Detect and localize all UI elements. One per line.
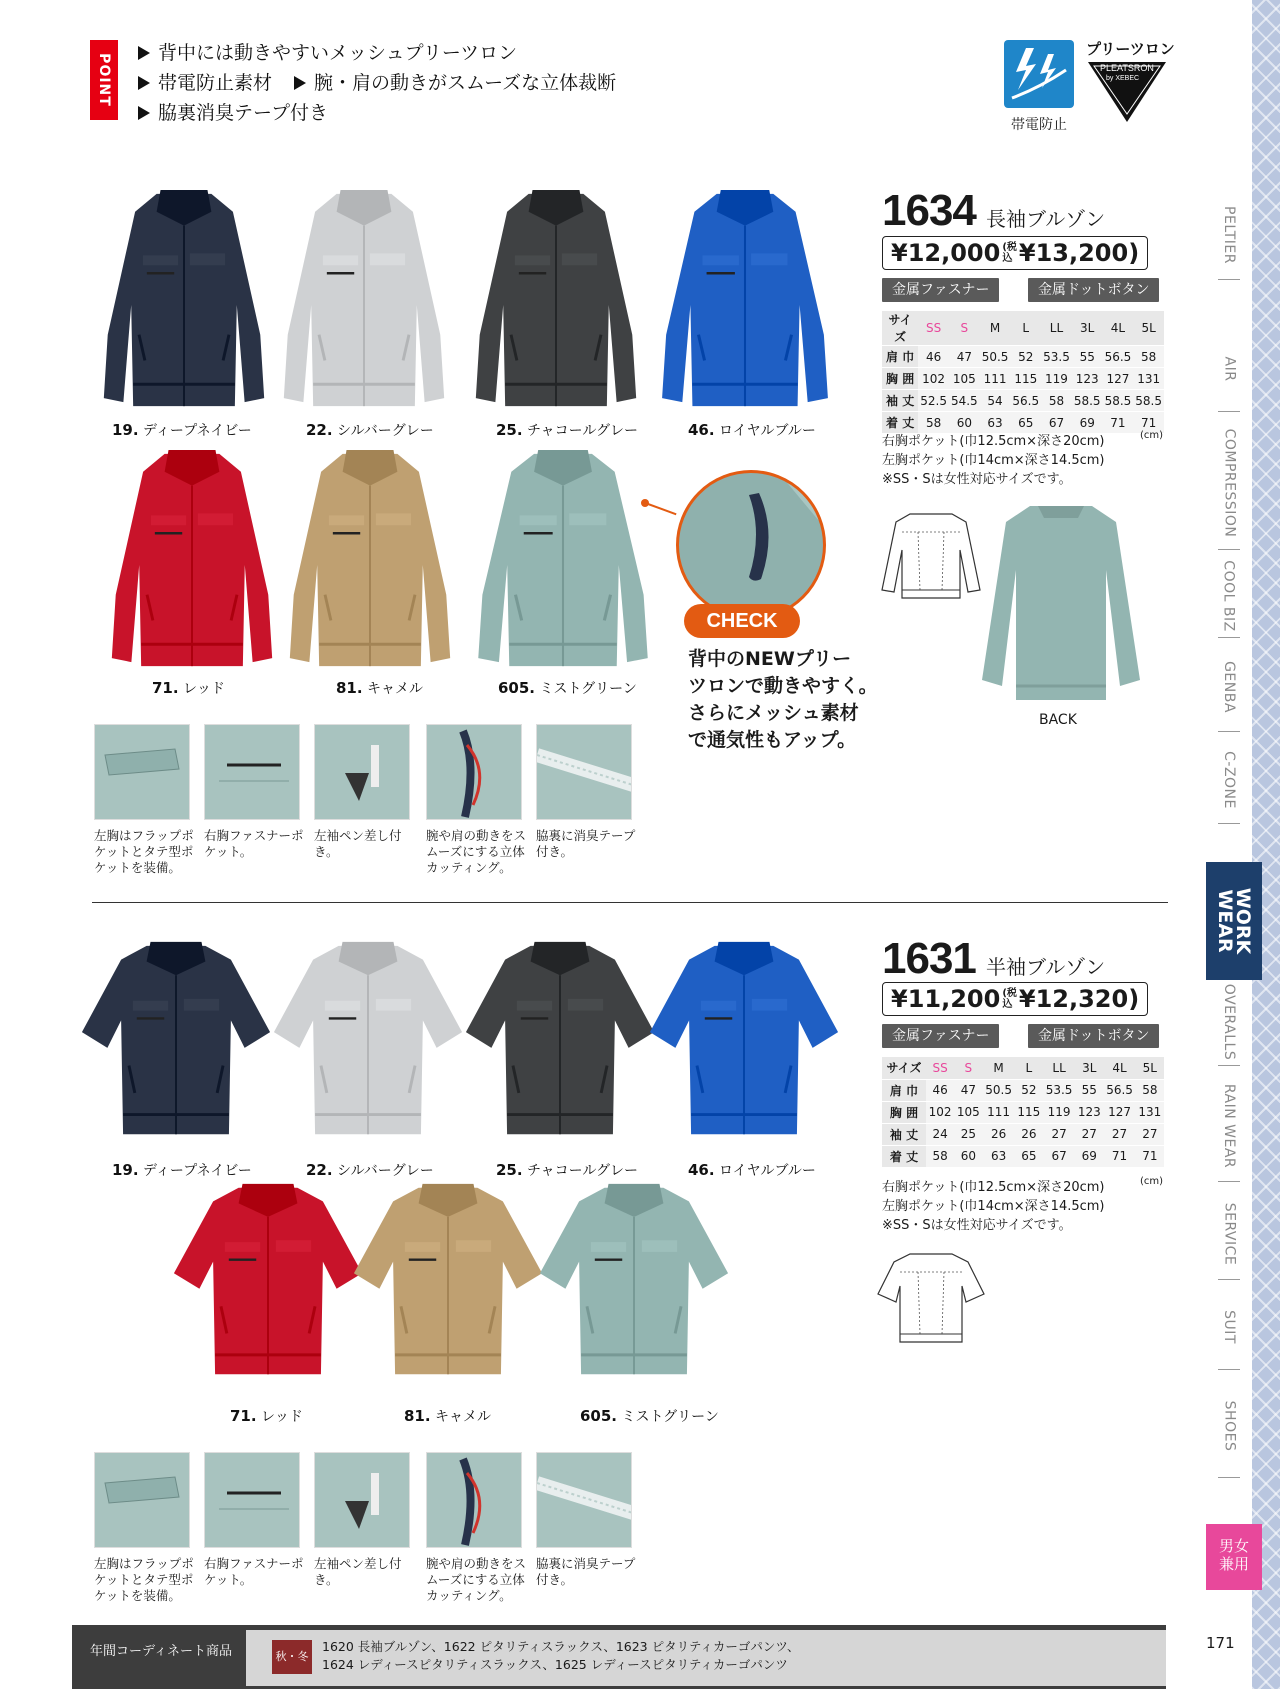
size-cell: 肩 巾: [882, 1079, 926, 1101]
size-cell: 56.5: [1010, 390, 1041, 412]
color-name: レッド: [256, 1409, 303, 1425]
size-cell: 111: [982, 1101, 1014, 1123]
size-cell: 55: [1075, 1079, 1103, 1101]
size-table: [882, 1057, 1164, 1168]
note-line: 左胸ポケット(巾14cm×深さ14.5cm): [882, 1199, 1105, 1214]
color-name: ロイヤルブルー: [714, 1163, 816, 1179]
check-zoom-image: [676, 470, 826, 620]
size-cell: 69: [1075, 1145, 1103, 1167]
note-line: ※SS・Sは女性対応サイズです。: [882, 1218, 1072, 1233]
jacket-photo: [96, 186, 272, 414]
color-caption: [336, 678, 423, 698]
detail-thumbnail: [426, 724, 522, 820]
side-index-separator: [1218, 1065, 1240, 1066]
color-caption: [112, 420, 252, 440]
size-row: [882, 1101, 1164, 1123]
size-header-cell: SS: [926, 1057, 954, 1079]
triangle-bullet-icon: [138, 46, 150, 60]
size-row: [882, 1079, 1164, 1101]
size-cell: 111: [980, 368, 1011, 390]
size-cell: 119: [1041, 368, 1072, 390]
size-cell: 53.5: [1041, 346, 1072, 368]
color-name: チャコールグレー: [522, 1163, 639, 1179]
side-index-item[interactable]: [1204, 978, 1254, 1066]
color-caption: [496, 1160, 638, 1180]
side-index-separator: [1218, 411, 1240, 412]
side-index-separator: [1218, 549, 1240, 550]
size-header-cell: 4L: [1103, 311, 1134, 346]
jacket-photo: [104, 446, 280, 674]
back-line-drawing: [880, 510, 982, 602]
size-cell: 47: [949, 346, 980, 368]
feature-badge: 金属ドットボタン: [1028, 1024, 1159, 1048]
side-index-item[interactable]: [1204, 416, 1254, 550]
side-index-separator: [1218, 279, 1240, 280]
color-number: 22.: [306, 1161, 333, 1179]
size-cell: 105: [949, 368, 980, 390]
color-caption: [112, 1160, 252, 1180]
check-line-text: で通気性もアップ。: [688, 729, 857, 751]
detail-thumbnail: [204, 1452, 300, 1548]
size-cell: 67: [1041, 412, 1072, 434]
color-name: ロイヤルブルー: [714, 423, 816, 439]
size-cell: 46: [926, 1079, 954, 1101]
brand-subtitle: PLEATSRON: [1100, 63, 1154, 73]
size-cell: 54.5: [949, 390, 980, 412]
size-cell: 50.5: [982, 1079, 1014, 1101]
size-row: [882, 1145, 1164, 1167]
jacket-photo: [282, 446, 458, 674]
size-cell: 58: [918, 412, 949, 434]
side-index-label: SUIT: [1220, 1310, 1237, 1344]
side-active-label: [1216, 888, 1252, 954]
size-cell: 47: [954, 1079, 982, 1101]
size-cell: 58: [1136, 1079, 1164, 1101]
size-table: [882, 311, 1164, 434]
tax-char: 税: [1006, 242, 1017, 253]
size-cell: 肩 巾: [882, 346, 918, 368]
size-cell: 123: [1072, 368, 1103, 390]
size-cell: 27: [1043, 1123, 1075, 1145]
detail-caption: 左胸はフラップポケットとタテ型ポケットを装備。: [94, 1556, 194, 1603]
size-cell: 127: [1103, 1101, 1135, 1123]
side-index-separator: [1218, 823, 1240, 824]
size-header-cell: M: [980, 311, 1011, 346]
feature-points: [138, 38, 638, 128]
jacket-photo: [470, 446, 656, 674]
size-row: [882, 412, 1164, 434]
brand-title: プリーツロン: [1086, 40, 1175, 58]
check-text: [688, 646, 878, 754]
detail-thumbnail: [426, 1452, 522, 1548]
side-index-separator: [1218, 1477, 1240, 1478]
color-number: 605.: [580, 1407, 618, 1425]
model-number: 1631: [882, 934, 976, 983]
size-cell: 127: [1103, 368, 1134, 390]
size-cell: 52.5: [918, 390, 949, 412]
detail-thumbnail: [204, 724, 300, 820]
tax-char: 込: [1002, 253, 1013, 264]
detail-thumbnail: [94, 1452, 190, 1548]
unit-label: (cm): [1140, 430, 1164, 441]
side-index-separator: [1218, 1279, 1240, 1280]
triangle-bullet-icon: [138, 106, 150, 120]
side-active-word: WEAR: [1214, 889, 1236, 953]
side-index-separator: [1218, 637, 1240, 638]
unisex-tag: [1206, 1524, 1262, 1590]
color-caption: [688, 420, 816, 440]
size-cell: 123: [1075, 1101, 1103, 1123]
size-cell: 115: [1010, 368, 1041, 390]
size-cell: 58: [1041, 390, 1072, 412]
color-number: 46.: [688, 1161, 715, 1179]
jacket-photo: [646, 938, 842, 1144]
model-name: 半袖ブルゾン: [986, 955, 1106, 979]
side-index-label: COOL BIZ: [1221, 560, 1238, 632]
price-with-tax: ¥13,200: [1018, 239, 1129, 267]
size-cell: 131: [1133, 368, 1164, 390]
footer-label: 年間コーディネート商品: [90, 1644, 232, 1659]
side-index-active[interactable]: [1206, 862, 1262, 980]
size-cell: 67: [1043, 1145, 1075, 1167]
size-cell: 65: [1010, 412, 1041, 434]
size-cell: 52: [1010, 346, 1041, 368]
side-index-item[interactable]: [1204, 1188, 1254, 1280]
detail-caption: 腕や肩の動きをスムーズにする立体カッティング。: [426, 828, 527, 875]
detail-caption: 腕や肩の動きをスムーズにする立体カッティング。: [426, 1556, 527, 1603]
check-badge: CHECK: [684, 604, 800, 638]
tax-label: (税 込: [1002, 242, 1017, 264]
jacket-photo: [78, 938, 274, 1144]
color-number: 71.: [152, 679, 179, 697]
size-header-row: [882, 1057, 1164, 1079]
color-name: キャメル: [362, 681, 424, 697]
color-number: 19.: [112, 1161, 139, 1179]
detail-thumbnail: [536, 1452, 632, 1548]
size-header-cell: S: [949, 311, 980, 346]
price: ¥12,000: [891, 239, 1001, 267]
size-cell: 27: [1136, 1123, 1164, 1145]
size-cell: 60: [954, 1145, 982, 1167]
footer-text: [322, 1638, 799, 1674]
feature-row: [138, 98, 638, 128]
side-index-item[interactable]: [1204, 1284, 1254, 1370]
point-label: POINT: [96, 53, 113, 107]
point-tag: [90, 40, 118, 120]
detail-caption: 左胸はフラップポケットとタテ型ポケットを装備。: [94, 828, 194, 875]
color-caption: [496, 420, 638, 440]
color-number: 81.: [336, 679, 363, 697]
feature-row: [138, 68, 638, 98]
size-cell: 袖 丈: [882, 390, 918, 412]
size-row: [882, 1123, 1164, 1145]
size-cell: 袖 丈: [882, 1123, 926, 1145]
pocket-notes: [882, 1178, 1105, 1235]
feature-row: [138, 38, 638, 68]
size-cell: 着 丈: [882, 1145, 926, 1167]
season-badge: 秋・冬: [272, 1640, 312, 1674]
size-header-cell: 5L: [1133, 311, 1164, 346]
side-active-word: WORK: [1232, 887, 1254, 955]
detail-caption: 右胸ファスナーポケット。: [204, 828, 304, 859]
back-photo: [978, 500, 1144, 706]
color-number: 25.: [496, 1161, 523, 1179]
size-cell: 50.5: [980, 346, 1011, 368]
jacket-photo: [170, 1180, 366, 1384]
unisex-text: 男女: [1218, 1537, 1249, 1555]
pocket-notes: [882, 432, 1105, 489]
detail-thumbnail: [94, 724, 190, 820]
detail-caption: 左袖ペン差し付き。: [314, 828, 402, 859]
back-label: BACK: [1039, 712, 1077, 728]
size-header-cell: S: [954, 1057, 982, 1079]
detail-thumbnail: [314, 1452, 410, 1548]
model-name: 長袖ブルゾン: [986, 207, 1106, 231]
side-index-label: SERVICE: [1221, 1202, 1237, 1266]
size-row: [882, 368, 1164, 390]
feature-text: 背中には動きやすいメッシュプリーツロン: [158, 42, 518, 64]
jacket-photo: [350, 1180, 546, 1384]
side-index-item[interactable]: [1204, 1070, 1254, 1182]
size-cell: 26: [982, 1123, 1014, 1145]
side-index-separator: [1218, 1369, 1240, 1370]
price-box: [882, 236, 1148, 270]
feature-text: 脇裏消臭テープ付き: [158, 102, 329, 124]
size-cell: 26: [1015, 1123, 1043, 1145]
price: ¥11,200: [891, 985, 1001, 1013]
lightning-icon: [1004, 40, 1074, 108]
jacket-photo: [468, 186, 644, 414]
size-cell: 71: [1103, 1145, 1135, 1167]
back-line-drawing: [876, 1250, 986, 1346]
side-index-label: OVERALLS: [1221, 983, 1238, 1061]
side-index-item[interactable]: [1204, 1374, 1254, 1478]
check-line-text: ツロンで動きやすく。: [688, 675, 878, 697]
size-cell: 58.5: [1103, 390, 1134, 412]
check-line-text: 背中のNEWプリー: [688, 648, 852, 670]
feature-badge: 金属ファスナー: [882, 278, 999, 302]
unit-label: (cm): [1140, 1176, 1164, 1187]
size-header-cell: 4L: [1103, 1057, 1135, 1079]
size-cell: 65: [1015, 1145, 1043, 1167]
size-cell: 56.5: [1103, 1079, 1135, 1101]
footer-line: 1620 長袖ブルゾン、1622 ピタリティスラックス、1623 ピタリティカーゴパンツ、: [322, 1639, 800, 1654]
color-caption: [306, 420, 434, 440]
check-line-text: さらにメッシュ素材: [688, 702, 859, 724]
price-close-paren: ): [1128, 239, 1140, 267]
side-index-label: SHOES: [1221, 1400, 1238, 1452]
color-name: シルバーグレー: [332, 423, 434, 439]
side-index-label: RAIN WEAR: [1221, 1083, 1238, 1169]
color-caption: [152, 678, 225, 698]
size-cell: 着 丈: [882, 412, 918, 434]
page-number: 171: [1206, 1634, 1235, 1652]
size-cell: 58: [1133, 346, 1164, 368]
note-line: 右胸ポケット(巾12.5cm×深さ20cm): [882, 1180, 1105, 1195]
price-box: [882, 982, 1148, 1016]
color-caption: [580, 1406, 719, 1426]
side-index-label: PELTIER: [1221, 206, 1238, 264]
tax-char: 税: [1006, 988, 1017, 999]
side-index-label: GENBA: [1221, 661, 1238, 713]
size-cell: 71: [1133, 412, 1164, 434]
unisex-text: 兼用: [1218, 1555, 1249, 1573]
model-number: 1634: [882, 186, 976, 235]
size-cell: 58.5: [1133, 390, 1164, 412]
jacket-photo: [276, 186, 452, 414]
note-line: 右胸ポケット(巾12.5cm×深さ20cm): [882, 434, 1105, 449]
size-cell: 71: [1136, 1145, 1164, 1167]
side-index-item[interactable]: [1204, 190, 1254, 280]
note-line: ※SS・Sは女性対応サイズです。: [882, 472, 1072, 487]
color-caption: [306, 1160, 434, 1180]
side-index-label: AIR: [1221, 356, 1237, 382]
footer-line: 1624 レディースピタリティスラックス、1625 レディースピタリティカーゴパンツ: [322, 1657, 788, 1672]
triangle-bullet-icon: [138, 76, 150, 90]
size-cell: 53.5: [1043, 1079, 1075, 1101]
size-cell: 102: [926, 1101, 954, 1123]
color-number: 81.: [404, 1407, 431, 1425]
detail-caption: 脇裏に消臭テープ付き。: [536, 828, 636, 859]
size-header-cell: 3L: [1072, 311, 1103, 346]
color-number: 605.: [498, 679, 536, 697]
color-name: キャメル: [430, 1409, 492, 1425]
jacket-photo: [270, 938, 466, 1144]
detail-caption: 左袖ペン差し付き。: [314, 1556, 402, 1587]
feature-badge: 金属ドットボタン: [1028, 278, 1159, 302]
size-cell: 52: [1015, 1079, 1043, 1101]
tax-char: 込: [1002, 999, 1013, 1010]
side-index-separator: [1218, 731, 1240, 732]
size-cell: 119: [1043, 1101, 1075, 1123]
size-cell: 24: [926, 1123, 954, 1145]
color-number: 46.: [688, 421, 715, 439]
side-index-label: C-ZONE: [1221, 751, 1238, 809]
detail-caption: 脇裏に消臭テープ付き。: [536, 1556, 636, 1587]
color-number: 22.: [306, 421, 333, 439]
tax-label: (税 込: [1002, 988, 1017, 1010]
size-cell: 56.5: [1103, 346, 1134, 368]
size-cell: 58: [926, 1145, 954, 1167]
color-number: 19.: [112, 421, 139, 439]
size-cell: 27: [1103, 1123, 1135, 1145]
jacket-photo: [462, 938, 658, 1144]
brand-by: by XEBEC: [1106, 75, 1140, 82]
color-caption: [404, 1406, 491, 1426]
side-index-item[interactable]: [1204, 326, 1254, 412]
feature-text: 帯電防止素材: [158, 72, 273, 94]
size-cell: 131: [1136, 1101, 1164, 1123]
size-row: [882, 390, 1164, 412]
color-caption: [230, 1406, 303, 1426]
size-cell: 25: [954, 1123, 982, 1145]
color-name: シルバーグレー: [332, 1163, 434, 1179]
price-with-tax: ¥12,320: [1018, 985, 1129, 1013]
size-cell: 54: [980, 390, 1011, 412]
size-header-row: [882, 311, 1164, 346]
size-header-cell: M: [982, 1057, 1014, 1079]
price-close-paren: ): [1128, 985, 1140, 1013]
size-header-cell: SS: [918, 311, 949, 346]
color-number: 71.: [230, 1407, 257, 1425]
size-header-cell: 5L: [1136, 1057, 1164, 1079]
size-cell: 115: [1015, 1101, 1043, 1123]
detail-thumbnail: [314, 724, 410, 820]
size-cell: 71: [1103, 412, 1134, 434]
decorative-pattern-strip: [1252, 0, 1280, 1689]
size-cell: 69: [1072, 412, 1103, 434]
size-header-cell: LL: [1043, 1057, 1075, 1079]
color-name: ミストグリーン: [617, 1409, 719, 1425]
color-name: レッド: [178, 681, 225, 697]
feature-badge: 金属ファスナー: [882, 1024, 999, 1048]
side-index-item[interactable]: [1204, 736, 1254, 824]
side-index-item[interactable]: [1204, 642, 1254, 732]
size-header-cell: L: [1015, 1057, 1043, 1079]
size-cell: 27: [1075, 1123, 1103, 1145]
side-index-item[interactable]: [1204, 554, 1254, 638]
size-cell: 102: [918, 368, 949, 390]
color-caption: [498, 678, 637, 698]
color-number: 25.: [496, 421, 523, 439]
size-cell: 58.5: [1072, 390, 1103, 412]
color-caption: [688, 1160, 816, 1180]
antistatic-label: 帯電防止: [1011, 117, 1067, 133]
size-header-cell: サイズ: [882, 1057, 926, 1079]
section-divider: [92, 902, 1168, 903]
size-header-cell: サイズ: [882, 311, 918, 346]
size-cell: 55: [1072, 346, 1103, 368]
size-cell: 胸 囲: [882, 1101, 926, 1123]
size-cell: 105: [954, 1101, 982, 1123]
size-header-cell: L: [1010, 311, 1041, 346]
size-cell: 60: [949, 412, 980, 434]
size-cell: 63: [982, 1145, 1014, 1167]
jacket-photo: [654, 186, 836, 414]
detail-caption: 右胸ファスナーポケット。: [204, 1556, 304, 1587]
side-index-label: COMPRESSION: [1221, 428, 1238, 538]
size-header-cell: LL: [1041, 311, 1072, 346]
note-line: 左胸ポケット(巾14cm×深さ14.5cm): [882, 453, 1105, 468]
detail-thumbnail: [536, 724, 632, 820]
size-cell: 胸 囲: [882, 368, 918, 390]
color-name: ディープネイビー: [138, 423, 252, 439]
size-cell: 63: [980, 412, 1011, 434]
size-header-cell: 3L: [1075, 1057, 1103, 1079]
color-name: ディープネイビー: [138, 1163, 252, 1179]
feature-text: 腕・肩の動きがスムーズな立体裁断: [314, 72, 617, 94]
color-name: チャコールグレー: [522, 423, 639, 439]
color-name: ミストグリーン: [535, 681, 637, 697]
size-row: [882, 346, 1164, 368]
size-cell: 46: [918, 346, 949, 368]
side-index-separator: [1218, 1181, 1240, 1182]
jacket-photo: [536, 1180, 732, 1384]
triangle-bullet-icon: [294, 76, 306, 90]
